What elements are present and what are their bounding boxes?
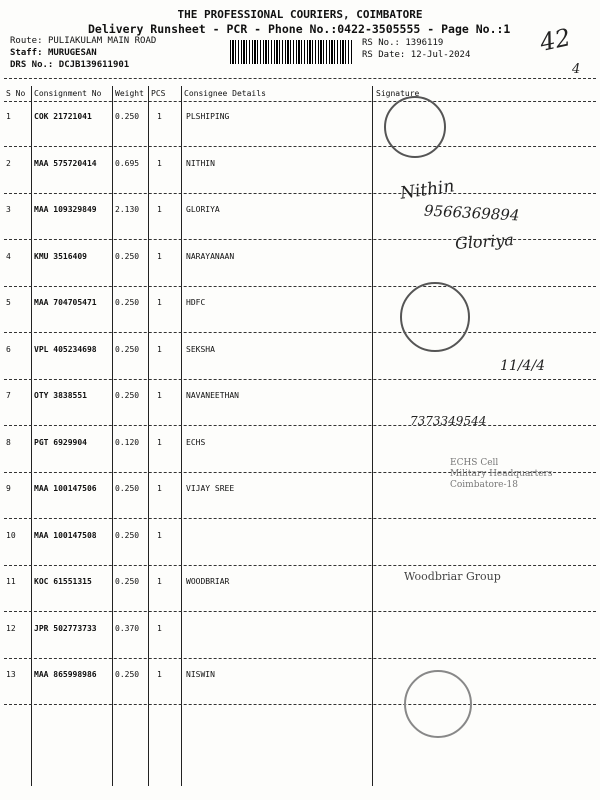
corner-mark: 42 — [537, 23, 574, 57]
row-consignment-no: MAA 100147506 — [34, 484, 97, 493]
row-consignee: ECHS — [186, 437, 206, 447]
row-divider — [4, 658, 596, 659]
row-pcs: 1 — [157, 298, 162, 307]
divider — [4, 78, 596, 79]
row-weight: 0.250 — [115, 112, 140, 121]
row-sno: 10 — [6, 530, 16, 540]
row-pcs: 1 — [157, 530, 162, 540]
col-consignee: Consignee Details — [184, 89, 266, 98]
drs-value: DCJB139611901 — [58, 60, 130, 70]
row-sno: 7 — [6, 391, 11, 400]
row-divider — [4, 193, 596, 194]
row-consignee: WOODBRIAR — [186, 577, 230, 586]
company-title: THE PROFESSIONAL COURIERS, COIMBATORE — [177, 8, 423, 21]
row-consignment-no: KMU 3516409 — [34, 251, 87, 261]
row-consignment-no: MAA 100147508 — [34, 530, 97, 540]
row-sno: 13 — [6, 670, 16, 679]
drs-label: DRS No.: — [10, 60, 54, 70]
col-line — [31, 86, 32, 786]
row-divider — [4, 704, 596, 705]
row-sno: 1 — [6, 112, 11, 121]
divider — [4, 101, 596, 102]
row-weight: 2.130 — [115, 205, 140, 214]
row-consignee: NAVANEETHAN — [186, 391, 239, 400]
row-sno: 8 — [6, 437, 11, 447]
col-pcs: PCS — [151, 89, 166, 98]
rs-date-label: RS Date: — [362, 50, 406, 60]
row-pcs: 1 — [157, 251, 162, 261]
row-weight: 0.250 — [115, 577, 140, 586]
row-consignee: GLORIYA — [186, 205, 220, 214]
row-consignment-no: MAA 575720414 — [34, 158, 97, 168]
row-weight: 0.250 — [115, 484, 140, 493]
row-consignee: NITHIN — [186, 158, 215, 168]
row-consignment-no: OTY 3838551 — [34, 391, 87, 400]
barcode — [230, 40, 352, 64]
row-consignment-no: MAA 865998986 — [34, 670, 97, 679]
row-sno: 12 — [6, 623, 16, 633]
row-divider — [4, 332, 596, 333]
row-weight: 0.120 — [115, 437, 140, 447]
row-consignee: NISWIN — [186, 670, 215, 679]
col-signature: Signature — [376, 89, 420, 98]
row-consignee: NARAYANAAN — [186, 251, 235, 261]
rs-no-value: 1396119 — [405, 38, 444, 48]
round-stamp-icon — [400, 282, 470, 352]
rs-date-line — [362, 50, 470, 60]
row-sno: 5 — [6, 298, 11, 307]
col-weight: Weight — [115, 89, 144, 98]
rs-no-line — [362, 38, 443, 48]
row-divider — [4, 565, 596, 566]
row-consignment-no: VPL 405234698 — [34, 344, 97, 354]
row-divider — [4, 146, 596, 147]
staff-value: MURUGESAN — [47, 48, 97, 58]
row-pcs: 1 — [157, 344, 162, 354]
row-pcs: 1 — [157, 391, 162, 400]
row-weight: 0.695 — [115, 158, 140, 168]
handwritten-date-mark: 11/4/4 — [500, 358, 546, 374]
drs-line — [10, 60, 129, 70]
row-divider — [4, 611, 596, 612]
row-weight: 0.250 — [115, 391, 140, 400]
row-pcs: 1 — [157, 205, 162, 214]
row-consignment-no: KOC 61551315 — [34, 577, 92, 586]
row-weight: 0.250 — [115, 251, 140, 261]
row-weight: 0.250 — [115, 298, 140, 307]
col-consignment: Consignment No — [34, 89, 102, 98]
echs-stamp-text: ECHS Cell Military Headquarters Coimbatore-18 — [450, 458, 553, 490]
row-sno: 11 — [6, 577, 16, 586]
row-sno: 9 — [6, 484, 11, 493]
signature-gloriya: Gloriya — [454, 229, 515, 254]
col-line — [112, 86, 113, 786]
row-divider — [4, 518, 596, 519]
row-pcs: 1 — [157, 112, 162, 121]
row-pcs: 1 — [157, 484, 162, 493]
row-pcs: 1 — [157, 577, 162, 586]
row-pcs: 1 — [157, 158, 162, 168]
row-weight: 0.370 — [115, 623, 140, 633]
row-divider — [4, 425, 596, 426]
row-consignment-no: MAA 109329849 — [34, 205, 97, 214]
row-consignee: HDFC — [186, 298, 206, 307]
row-sno: 4 — [6, 251, 11, 261]
round-stamp-icon — [384, 96, 446, 158]
runsheet-title: Delivery Runsheet - PCR - Phone No.:0422-3505555 - Page No.:1 — [88, 22, 511, 36]
row-pcs: 1 — [157, 437, 162, 447]
route-line — [10, 36, 156, 46]
row-divider — [4, 286, 596, 287]
row-consignee: VIJAY SREE — [186, 484, 235, 493]
row-divider — [4, 379, 596, 380]
row-sno: 3 — [6, 205, 11, 214]
col-line — [372, 86, 373, 786]
row-consignee: SEKSHA — [186, 344, 215, 354]
row-weight: 0.250 — [115, 530, 140, 540]
row-weight: 0.250 — [115, 670, 140, 679]
staff-label: Staff: — [10, 48, 43, 58]
route-label: Route: — [10, 36, 43, 46]
row-consignment-no: JPR 502773733 — [34, 623, 97, 633]
col-line — [181, 86, 182, 786]
woodbriar-stamp-text: Woodbriar Group — [404, 570, 501, 583]
row-consignee: PLSHIPING — [186, 112, 230, 121]
row-consignment-no: COK 21721041 — [34, 112, 92, 121]
row-pcs: 1 — [157, 670, 162, 679]
row-sno: 6 — [6, 344, 11, 354]
signature-nithin: Nithin — [398, 176, 456, 204]
handwritten-phone-1: 9566369894 — [423, 201, 520, 225]
rs-date-value: 12-Jul-2024 — [410, 50, 471, 60]
rs-no-label: RS No.: — [362, 38, 400, 48]
route-value: PULIAKULAM MAIN ROAD — [47, 36, 157, 46]
handwritten-phone-2: 7373349544 — [410, 414, 487, 428]
staff-line — [10, 48, 97, 58]
row-weight: 0.250 — [115, 344, 140, 354]
row-sno: 2 — [6, 158, 11, 168]
col-sno: S No — [6, 89, 26, 98]
row-consignment-no: MAA 704705471 — [34, 298, 97, 307]
round-stamp-icon — [404, 670, 472, 738]
row-consignment-no: PGT 6929904 — [34, 437, 87, 447]
col-line — [148, 86, 149, 786]
corner-sub-mark: 4 — [572, 62, 581, 77]
row-pcs: 1 — [157, 623, 162, 633]
